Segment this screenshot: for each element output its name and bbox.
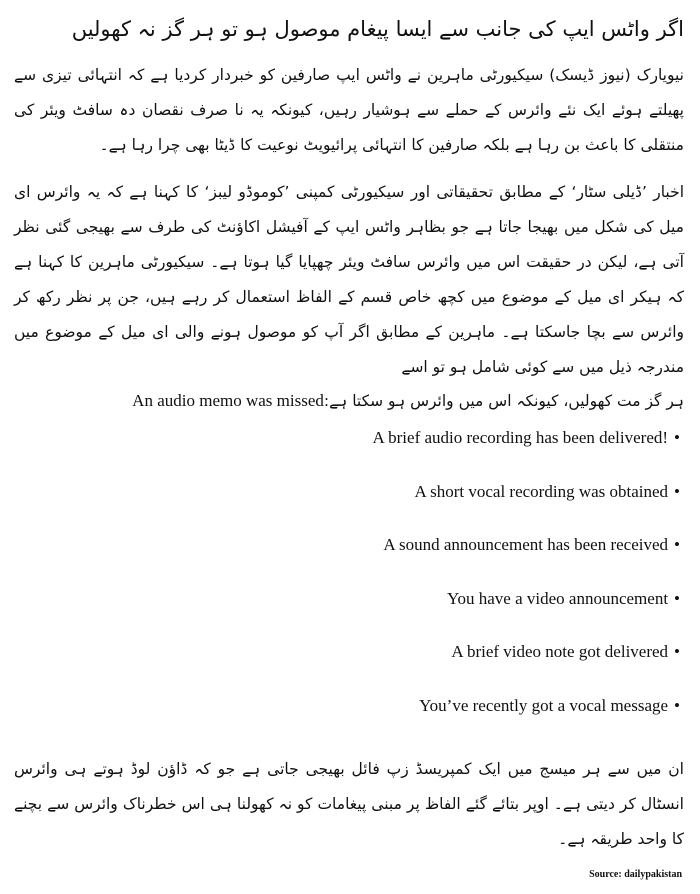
list-item	[0, 641, 680, 695]
paragraph-details-end-text: ہر گز مت کھولیں، کیونکہ اس میں وائرس ہو سکتا ہے:	[323, 392, 684, 410]
paragraph-closing: ان میں سے ہر میسج میں ایک کمپریسڈ زپ فائل بھیجی جاتی ہے جو کہ ڈاﺅن لوڈ ہوتے ہی وائرس انسٹال کر دیتی ہے۔ اوپر بتائے گئے الفاظ پر مبنی پیغامات کو نہ کھولنا ہی اس خطرناک وائرس سے بچنے کا واحد طریقہ ہے۔	[14, 760, 684, 848]
paragraph-details-end	[0, 385, 700, 417]
bullet-icon: •	[674, 695, 680, 715]
source-credit: Source: dailypakistan	[589, 869, 682, 880]
list-item	[0, 588, 680, 642]
bullet-icon: •	[674, 642, 680, 661]
article-headline: اگر واٹس ایپ کی جانب سے ایسا پیغام موصول ہو تو ہر گز نہ کھولیں	[71, 17, 684, 41]
list-item-text: A brief audio recording has been delivered!	[372, 428, 669, 447]
list-item	[0, 695, 680, 749]
list-item	[0, 427, 680, 481]
paragraph-details: اخبار ’ڈیلی سٹار‘ کے مطابق تحقیقاتی اور سیکیورٹی کمپنی ’کوموڈو لیبز‘ کا کہنا ہے کہ یہ وائرس ای میل کی شکل میں بھیجا جاتا ہے جو بظاہر واٹس ایپ کے آفیشل اکاﺅنٹ کی طرف سے بھیجی گئی نظر آتی ہے، لیکن در حقیقت اس میں وائرس سافٹ ویئر چھپایا گیا ہوتا ہے۔ سیکیورٹی ماہرین کا کہنا ہے کہ ہیکر ای میل کے موضوع میں کچھ خاص قسم کے الفاظ استعمال کر رہے ہیں، جن پر نظر رکھ کر وائرس سے بچا جاسکتا ہے۔ ماہرین کے مطابق اگر آپ کو موصول ہونے والی ای میل کے موضوع میں مندرجہ ذیل میں سے کوئی شامل ہو تو اسے	[14, 183, 684, 376]
bullet-icon: •	[674, 535, 680, 554]
bullet-icon: •	[674, 428, 680, 447]
subject-list	[0, 427, 700, 748]
list-item	[0, 481, 680, 535]
paragraph-intro: نیویارک (نیوز ڈیسک) سیکیورٹی ماہرین نے واٹس ایپ صارفین کو خبردار کردیا ہے کہ انتہائی تیزی سے پھیلتے ہوئے ایک نئے وائرس کے حملے سے ہوشیار رہیں، کیونکہ یہ نا صرف نقصان دہ سافٹ ویئر کی منتقلی کا باعث بن رہا ہے بلکہ صارفین کا انتہائی پرائیویٹ نوعیت کا ڈیٹا بھی چرا رہا ہے۔	[14, 66, 684, 154]
bullet-icon: •	[674, 481, 680, 501]
bullet-icon: •	[674, 588, 680, 608]
list-item-text: You’ve recently got a vocal message	[419, 695, 669, 715]
list-item-text: A brief video note got delivered	[451, 642, 669, 661]
list-item-text: A short vocal recording was obtained	[414, 481, 669, 501]
list-item-text: You have a video announcement	[446, 588, 669, 608]
list-item	[0, 534, 680, 588]
inline-english-subject: An audio memo was missed	[132, 391, 324, 410]
list-item-text: A sound announcement has been received	[383, 535, 669, 554]
